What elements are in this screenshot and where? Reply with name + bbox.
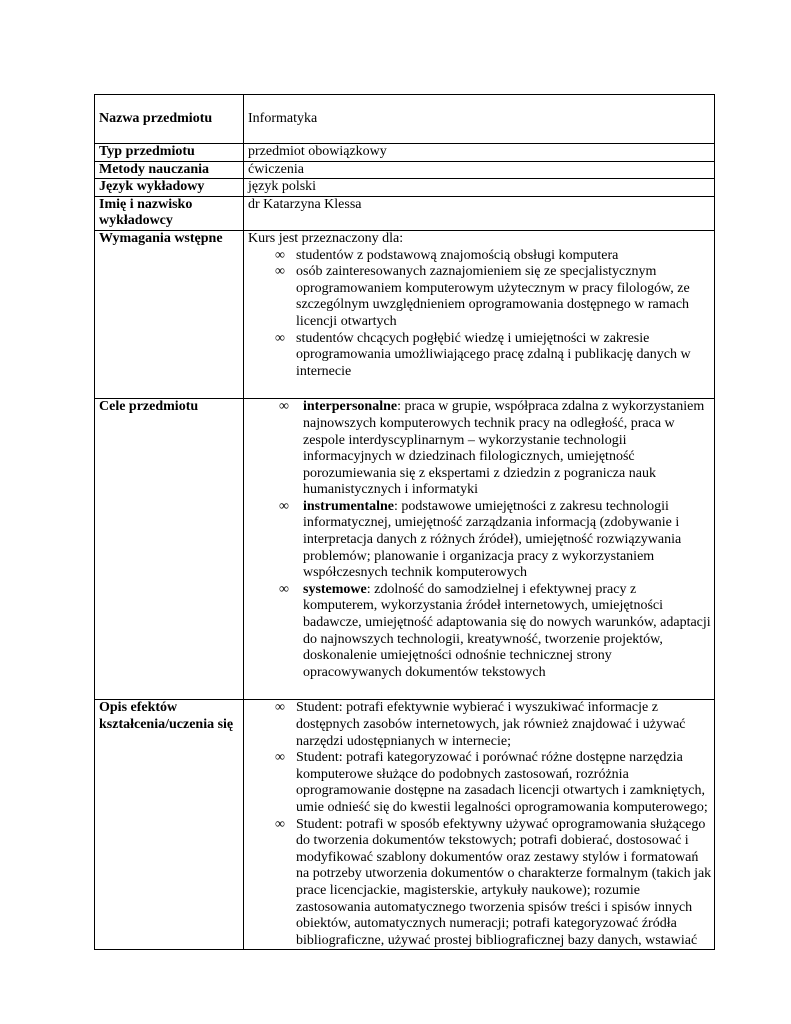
list-item: [248, 264, 712, 330]
label-lecturer: Imię i nazwisko wykładowcy: [95, 196, 244, 230]
list-item: [248, 331, 712, 381]
list-item: [248, 750, 712, 816]
label-learning-outcomes: Opis efektów kształcenia/uczenia się: [95, 700, 244, 950]
syllabus-table: [94, 94, 715, 950]
value-subject-type: przedmiot obowiązkowy: [244, 144, 715, 162]
list-item: [248, 582, 712, 682]
infinity-bullet-icon: ∞: [279, 498, 289, 514]
value-prerequisites: [244, 230, 715, 398]
infinity-bullet-icon: ∞: [275, 247, 285, 263]
list-item-text: Student: potrafi w sposób efektywny używać oprogramowania służącego do tworzenia dokumentów tekstowych; potrafi dobierać, dostosować i modyfikować szablony dokumentów oraz zestawy stylów i formatowań na potrzeby utworzenia dokumentów o charakterze formalnym (takich jak prace licencjackie, magisterskie, artykuły naukowe); rozumie zastosowania automatycznego tworzenia spisów treści i spisów innych obiektów, automatycznych numeracji; potrafi kategoryzować źródła bibliograficzne, używać prostej bibliograficznej bazy danych, wstawiać: [296, 816, 712, 948]
row-course-goals: [95, 399, 715, 700]
row-learning-outcomes: [95, 700, 715, 950]
label-language: Język wykładowy: [95, 179, 244, 197]
row-subject-name: [95, 95, 715, 144]
goal-term: instrumentalne: [303, 498, 394, 514]
value-language: język polski: [244, 179, 715, 197]
label-subject-name: Nazwa przedmiotu: [95, 95, 244, 144]
goal-text: : praca w grupie, współpraca zdalna z wykorzystaniem najnowszych komputerowych technik pracy na odległość, praca w zespole interdyscyplinarnym – wykorzystanie technologii informacyjnych w dziedzinach filologicznych, umiejętność porozumiewania się z ekspertami z dziedzin z pogranicza nauk humanistycznych i informatyki: [303, 399, 705, 498]
row-prerequisites: [95, 230, 715, 398]
row-subject-type: [95, 144, 715, 162]
value-lecturer: dr Katarzyna Klessa: [244, 196, 715, 230]
list-item: [248, 499, 712, 582]
label-course-goals: Cele przedmiotu: [95, 399, 244, 700]
list-item: [248, 399, 712, 499]
infinity-bullet-icon: ∞: [275, 816, 285, 832]
row-lecturer: [95, 196, 715, 230]
goals-list: [248, 399, 712, 681]
value-course-goals: [244, 399, 715, 700]
label-teaching-methods: Metody nauczania: [95, 161, 244, 179]
infinity-bullet-icon: ∞: [279, 581, 289, 597]
list-item-text: Student: potrafi efektywnie wybierać i wyszukiwać informacje z dostępnych zasobów internetowych, jak również znajdować i używać narzędzi udostępnianych w internecie;: [296, 700, 686, 749]
goal-term: systemowe: [303, 581, 367, 597]
prerequisites-list: [248, 248, 712, 381]
infinity-bullet-icon: ∞: [275, 330, 285, 346]
prerequisites-intro: Kurs jest przeznaczony dla:: [248, 230, 404, 246]
row-teaching-methods: [95, 161, 715, 179]
list-item: [248, 700, 712, 750]
goal-text: : podstawowe umiejętności z zakresu technologii informatycznej, umiejętność zarządzania informacją (zdobywanie i interpretacja danych z różnych źródeł), umiejętność rozwiązywania problemów; planowanie i organizacja pracy z wykorzystaniem współczesnych technik komputerowych: [303, 498, 682, 581]
infinity-bullet-icon: ∞: [275, 264, 285, 280]
goal-term: interpersonalne: [303, 399, 398, 415]
list-item-text: studentów z podstawową znajomością obsługi komputera: [296, 247, 619, 263]
value-learning-outcomes: [244, 700, 715, 950]
value-subject-name: Informatyka: [244, 95, 715, 144]
row-language: [95, 179, 715, 197]
value-teaching-methods: ćwiczenia: [244, 161, 715, 179]
infinity-bullet-icon: ∞: [275, 700, 285, 716]
infinity-bullet-icon: ∞: [279, 399, 289, 415]
outcomes-list: [248, 700, 712, 949]
list-item-text: studentów chcących pogłębić wiedzę i umiejętności w zakresie oprogramowania umożliwiającego pracę zdalną i publikację danych w internecie: [296, 330, 691, 379]
list-item-text: osób zainteresowanych zaznajomieniem się ze specjalistycznym oprogramowaniem komputerowym użytecznym w pracy filologów, ze szczególnym uwzględnieniem oprogramowania dostępnego w ramach licencji otwartych: [296, 264, 690, 329]
label-prerequisites: Wymagania wstępne: [95, 230, 244, 398]
label-subject-type: Typ przedmiotu: [95, 144, 244, 162]
list-item: [248, 248, 712, 265]
infinity-bullet-icon: ∞: [275, 750, 285, 766]
list-item: [248, 817, 712, 950]
goal-text: : zdolność do samodzielnej i efektywnej pracy z komputerem, wykorzystania źródeł internetowych, umiejętności badawcze, umiejętność adaptowania się do nowych warunków, adaptacji do najnowszych technologii, kreatywność, tworzenie projektów, doskonalenie umiejętności odnośnie technicznej strony opracowywanych dokumentów tekstowych: [303, 581, 711, 680]
list-item-text: Student: potrafi kategoryzować i porównać różne dostępne narzędzia komputerowe służące do podobnych zastosowań, rozróżnia oprogramowanie dostępne na zasadach licencji otwartych i zamkniętych, umie odnieść się do kwestii legalności oprogramowania komputerowego;: [296, 750, 708, 815]
